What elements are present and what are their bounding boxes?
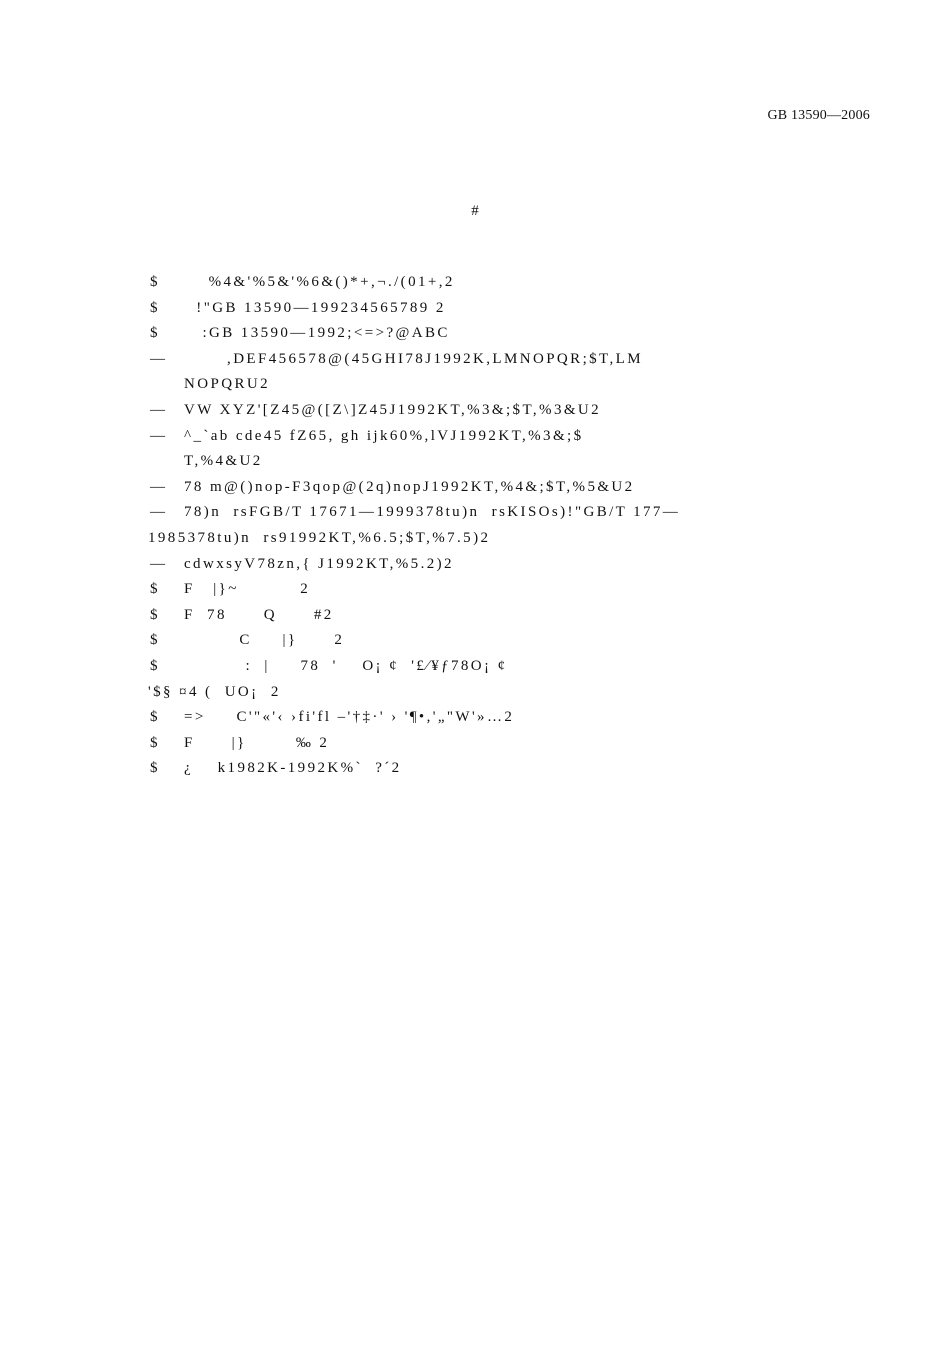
- list-item: [150, 398, 875, 424]
- list-bullet: $: [150, 632, 160, 649]
- list-item: [150, 424, 875, 475]
- list-item: [150, 475, 875, 501]
- list-item-text: %4&'%5&'%6&()*+,¬./(01+,2: [184, 274, 455, 290]
- list-bullet: —: [150, 401, 168, 418]
- list-item-text: ,DEF456578@(45GHI78J1992K,LMNOPQR;$T,LM: [184, 350, 643, 367]
- list-item: [150, 628, 875, 654]
- list-item-text: : | 78 ' O¡ ¢ '£⁄¥ƒ78O¡ ¢: [184, 657, 508, 674]
- list-item: [150, 756, 875, 782]
- section-title: #: [471, 203, 479, 219]
- list-item-text: ^_`ab cde45 fZ65, gh ijk60%,lVJ1992KT,%3&;$: [184, 427, 584, 444]
- list-item-text: !"GB 13590—199234565789 2: [184, 299, 446, 316]
- list-item-text: => C'"«'‹ ›fi'fl –'†‡·' › '¶•,'„"W'»…2: [184, 709, 515, 726]
- list-item: [150, 500, 875, 551]
- list-item-continuation: T,%4&U2: [184, 453, 263, 470]
- document-code-header: GB 13590—2006: [767, 108, 870, 123]
- list-bullet: $: [150, 734, 160, 751]
- list-bullet: $: [150, 709, 160, 726]
- list-bullet: $: [150, 657, 160, 674]
- list-item-text: 78)n rsFGB/T 17671—1999378tu)n rsKISOs)!"GB/T 177—: [184, 504, 681, 521]
- list-item-text: F |}~ 2: [184, 581, 311, 598]
- list-item: [150, 603, 875, 629]
- list-item: [150, 577, 875, 603]
- list-bullet: —: [150, 478, 168, 495]
- list-item-text: ¿ k1982K-1992K%` ?´2: [184, 760, 402, 777]
- list-item-text: C |} 2: [184, 632, 345, 649]
- list-item-text: :GB 13590—1992;<=>?@ABC: [184, 325, 450, 342]
- list-item: [150, 321, 875, 347]
- list-bullet: $: [150, 299, 160, 316]
- list-bullet: —: [150, 555, 168, 572]
- document-body: [150, 270, 875, 782]
- list-bullet: —: [150, 504, 168, 521]
- list-item: [150, 654, 875, 705]
- list-item-text: F |} ‰ 2: [184, 734, 330, 751]
- list-item-continuation: 1985378tu)n rs91992KT,%6.5;$T,%7.5)2: [148, 529, 491, 546]
- list-item-text: VW XYZ'[Z45@([Z\]Z45J1992KT,%3&;$T,%3&U2: [184, 401, 602, 418]
- list-bullet: $: [150, 606, 160, 623]
- list-item: [150, 347, 875, 398]
- list-bullet: $: [150, 581, 160, 598]
- list-item: [150, 731, 875, 757]
- list-item-text: F 78 Q #2: [184, 606, 334, 623]
- list-item-text: cdwxsyV78zn,{ J1992KT,%5.2)2: [184, 555, 454, 572]
- list-item-text: 78 m@()nop-F3qop@(2q)nopJ1992KT,%4&;$T,%5&U2: [184, 478, 635, 495]
- list-bullet: —: [150, 427, 168, 444]
- list-bullet: —: [150, 350, 168, 367]
- list-bullet: $: [150, 760, 160, 777]
- list-item: [150, 270, 875, 296]
- list-item: [150, 705, 875, 731]
- list-bullet: $: [150, 325, 160, 342]
- list-bullet: $: [150, 274, 160, 290]
- list-item-continuation: NOPQRU2: [184, 376, 270, 393]
- list-item-continuation: '$§ ¤4 ( UO¡ 2: [148, 683, 281, 700]
- list-item: [150, 296, 875, 322]
- list-item: [150, 552, 875, 578]
